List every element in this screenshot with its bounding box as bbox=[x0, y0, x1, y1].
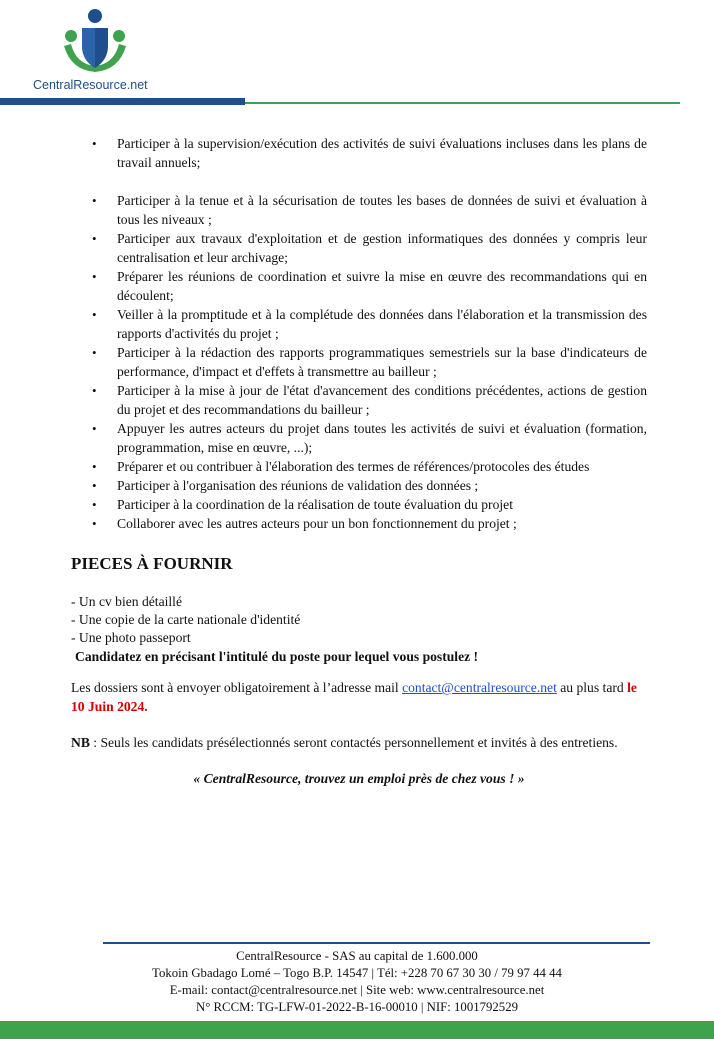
list-item: • Préparer et ou contribuer à l'élaboration des termes de références/protocoles des études bbox=[71, 457, 647, 476]
deadline-text: Les dossiers sont à envoyer obligatoirement à l’adresse mail bbox=[71, 680, 403, 695]
company-logo bbox=[30, 6, 160, 98]
footer-rule bbox=[103, 942, 650, 944]
nb-paragraph bbox=[71, 733, 647, 752]
footer bbox=[0, 948, 714, 1016]
required-documents bbox=[71, 593, 647, 647]
document-item: - Une photo passeport bbox=[71, 630, 191, 645]
footer-line: E-mail: contact@centralresource.net | Site web: www.centralresource.net bbox=[169, 983, 545, 997]
people-shield-icon bbox=[62, 6, 128, 72]
main-content bbox=[71, 134, 647, 788]
list-item: • Participer à l'organisation des réunions de validation des données ; bbox=[71, 476, 647, 495]
deadline-paragraph bbox=[71, 678, 647, 716]
deadline-text-after: au plus tard bbox=[556, 680, 628, 695]
nb-text: : Seuls les candidats présélectionnés seront contactés personnellement et invités à des entretiens. bbox=[89, 735, 618, 750]
list-item: • Participer à la tenue et à la sécurisation de toutes les bases de données de suivi et évaluation à tous les niveaux ; bbox=[71, 191, 647, 229]
footer-bar bbox=[0, 1021, 714, 1039]
nb-label: NB bbox=[71, 735, 90, 750]
document-item: - Un cv bien détaillé bbox=[71, 594, 182, 609]
list-item: • Appuyer les autres acteurs du projet dans toutes les activités de suivi et évaluation (formation, programmation, mise en œuvre, ...); bbox=[71, 419, 647, 457]
duties-list bbox=[71, 134, 647, 533]
logo-text: CentralResource.net bbox=[33, 78, 148, 92]
slogan: « CentralResource, trouvez un emploi près de chez vous ! » bbox=[193, 771, 525, 786]
section-title-pieces: PIECES À FOURNIR bbox=[71, 554, 233, 573]
deadline-date: le 10 Juin 2024. bbox=[71, 680, 637, 714]
footer-line: N° RCCM: TG-LFW-01-2022-B-16-00010 | NIF: 1001792529 bbox=[195, 1000, 519, 1014]
apply-note: Candidatez en précisant l'intitulé du poste pour lequel vous postulez ! bbox=[75, 649, 479, 664]
list-item: • Participer à la rédaction des rapports programmatiques semestriels sur la base d'indicateurs de performance, d'impact et d'effets à transmettre au bailleur ; bbox=[71, 343, 647, 381]
list-item: • Participer à la supervision/exécution des activités de suivi évaluations incluses dans les plans de travail annuels; bbox=[71, 134, 647, 172]
footer-line: Tokoin Gbadago Lomé – Togo B.P. 14547 | Tél: +228 70 67 30 30 / 79 97 44 44 bbox=[152, 966, 562, 980]
list-item: • Participer à la mise à jour de l'état d'avancement des conditions précédentes, actions de gestion du projet et des recommandations du bailleur ; bbox=[71, 381, 647, 419]
header-rule-blue bbox=[0, 98, 245, 105]
document-item: - Une copie de la carte nationale d'identité bbox=[71, 612, 301, 627]
list-item: • Préparer les réunions de coordination et suivre la mise en œuvre des recommandations qui en découlent; bbox=[71, 267, 647, 305]
header-rule-green bbox=[245, 102, 680, 104]
list-item: • Participer aux travaux d'exploitation et de gestion informatiques des données y compris leur centralisation et leur archivage; bbox=[71, 229, 647, 267]
contact-email-link[interactable]: contact@centralresource.net bbox=[402, 680, 557, 695]
list-item: • Collaborer avec les autres acteurs pour un bon fonctionnement du projet ; bbox=[71, 514, 647, 533]
footer-line: CentralResource - SAS au capital de 1.600.000 bbox=[236, 949, 478, 963]
list-item: • Participer à la coordination de la réalisation de toute évaluation du projet bbox=[71, 495, 647, 514]
list-item: • Veiller à la promptitude et à la complétude des données dans l'élaboration et la transmission des rapports d'activités du projet ; bbox=[71, 305, 647, 343]
